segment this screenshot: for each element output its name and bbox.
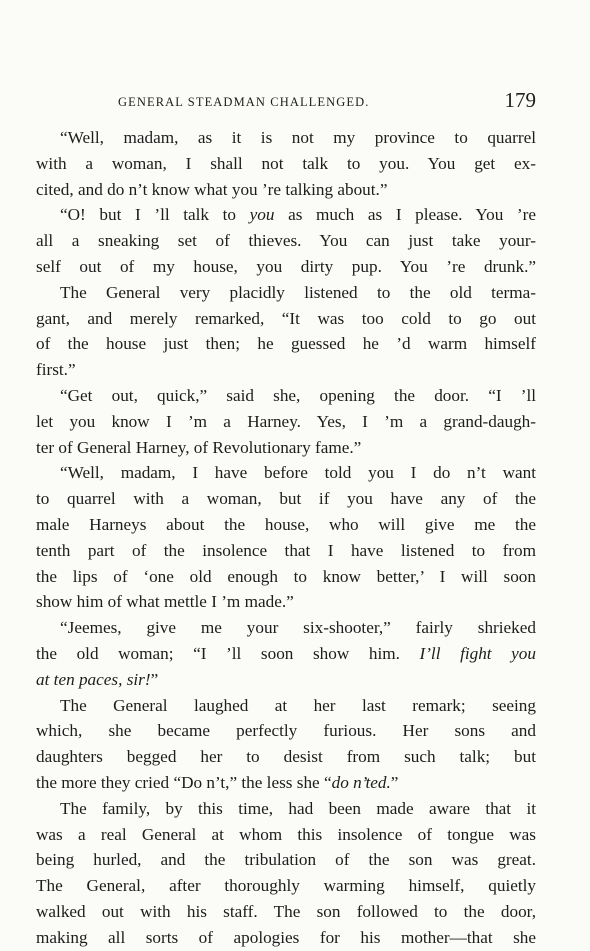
text-line: ter of General Harney, of Revolutionary fame.” (36, 437, 362, 457)
text-line: with a woman, I shall not talk to you. You get ex- (36, 153, 536, 173)
italic-text: do n’ted. (331, 772, 391, 792)
text-line: daughters begged her to desist from such talk; but (36, 747, 536, 767)
text-line: first.” (36, 360, 76, 380)
text-segment: ” (150, 669, 159, 689)
italic-text: at ten paces, sir! (36, 669, 151, 689)
text-line: male Harneys about the house, who will give me the (36, 514, 536, 534)
text-line: making all sorts of apologies for his mother—that she (36, 927, 536, 947)
text-line: let you know I ’m a Harney. Yes, I ’m a grand-daugh- (36, 411, 536, 431)
text-line: The family, by this time, had been made aware that it (60, 798, 536, 818)
text-line (36, 641, 536, 667)
text-line: The General very placidly listened to the old terma- (60, 282, 536, 302)
text-segment: ” (390, 772, 399, 792)
running-title: GENERAL STEADMAN CHALLENGED. (118, 95, 370, 109)
text-line: which, she became perfectly furious. Her sons and (36, 721, 536, 741)
text-segment: as much as I please. You ’re (274, 205, 536, 225)
text-line: was a real General at whom this insolence of tongue was (36, 824, 536, 844)
italic-text: you (249, 205, 275, 225)
text-line: cited, and do n’t know what you ’re talking about.” (36, 179, 388, 199)
text-line: being hurled, and the tribulation of the son was great. (36, 850, 536, 870)
body-text (36, 125, 536, 951)
text-line: The General, after thoroughly warming himself, quietly (36, 876, 536, 896)
text-line: to quarrel with a woman, but if you have any of the (36, 489, 536, 509)
text-line (36, 667, 536, 693)
italic-text: I’ll fight you (419, 643, 536, 663)
text-line: gant, and merely remarked, “It was too cold to go out (36, 308, 536, 328)
text-line: “Jeemes, give me your six-shooter,” fairly shrieked (60, 618, 536, 638)
text-line: self out of my house, you dirty pup. You ’re drunk.” (36, 256, 536, 276)
text-line: of the house just then; he guessed he ’d warm himself (36, 334, 536, 354)
text-line: “Get out, quick,” said she, opening the door. “I ’ll (60, 385, 536, 405)
text-line: show him of what mettle I ’m made.” (36, 592, 294, 612)
page-number: 179 (504, 88, 536, 112)
text-line: all a sneaking set of thieves. You can just take your- (36, 231, 536, 251)
text-segment: “O! but I ’ll talk to (60, 205, 250, 225)
text-line: tenth part of the insolence that I have listened to from (36, 540, 536, 560)
text-line: “Well, madam, as it is not my province to quarrel (60, 128, 536, 147)
text-line (36, 202, 536, 228)
text-segment: the more they cried “Do n’t,” the less she “ (36, 772, 332, 792)
text-line: the lips of ‘one old enough to know better,’ I will soon (36, 566, 536, 586)
text-line (36, 770, 536, 796)
text-segment: the old woman; “I ’ll soon show him. (36, 643, 420, 663)
text-line: walked out with his staff. The son followed to the door, (36, 901, 536, 921)
running-head (36, 88, 536, 118)
text-line: The General laughed at her last remark; seeing (60, 695, 536, 715)
text-line: “Well, madam, I have before told you I do n’t want (60, 463, 536, 483)
